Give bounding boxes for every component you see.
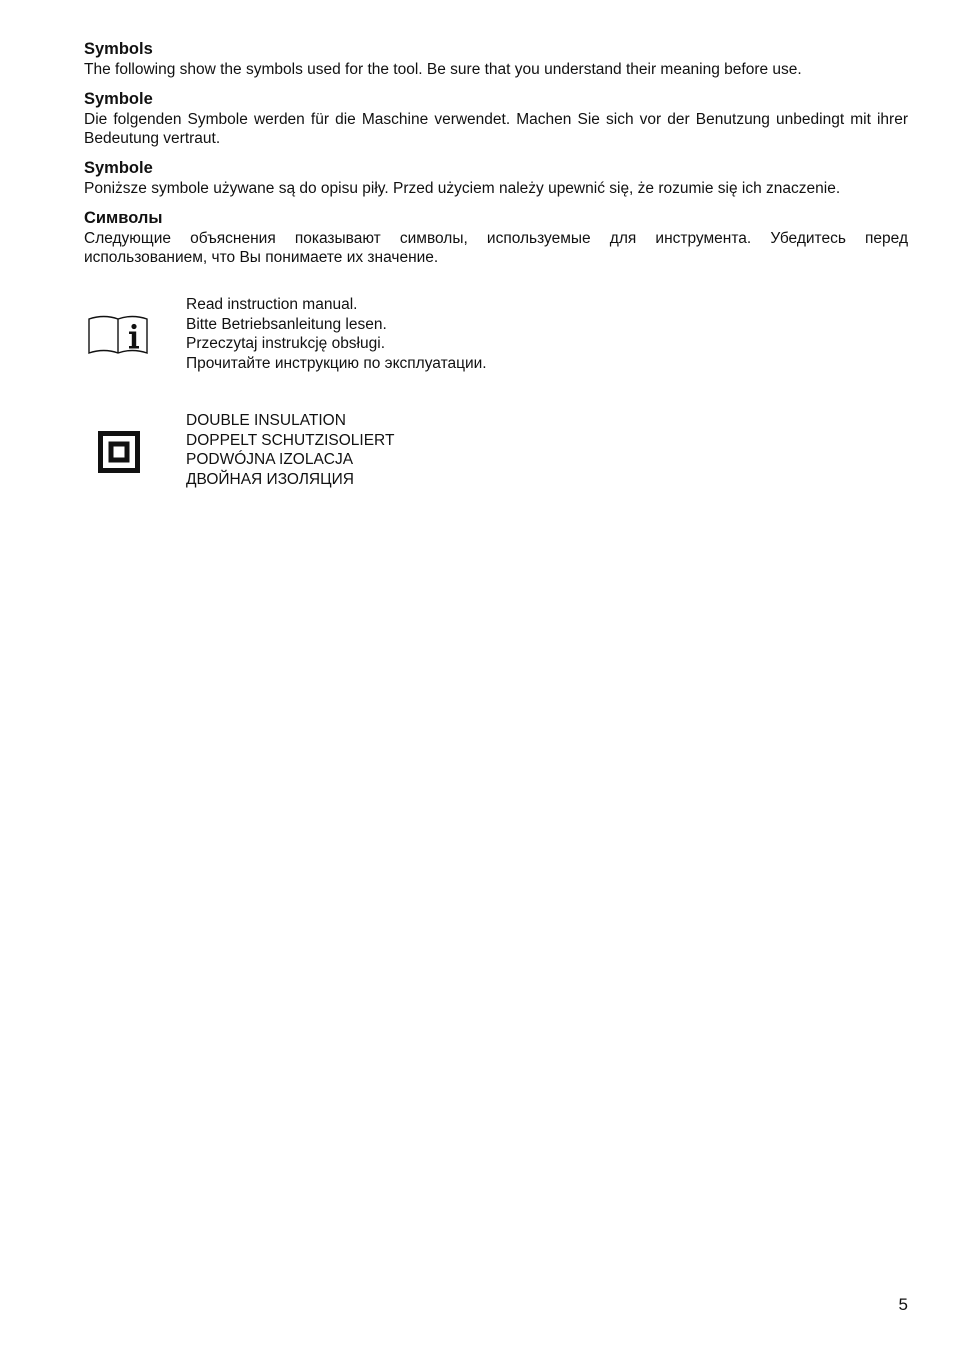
symbol-line-de: DOPPELT SCHUTZISOLIERT <box>186 431 395 449</box>
section-body: Die folgenden Symbole werden für die Maschine verwendet. Machen Sie sich vor der Benutzung unbedingt mit ihrer Bedeutung vertraut. <box>84 111 908 147</box>
section-english <box>84 38 908 79</box>
section-heading: Символы <box>84 209 163 227</box>
section-body: Poniższe symbole używane są do opisu piły. Przed użyciem należy upewnić się, że rozumie się ich znaczenie. <box>84 180 841 197</box>
symbol-line-ru: Прочитайте инструкцию по эксплуатации. <box>186 354 487 372</box>
section-body: The following show the symbols used for the tool. Be sure that you understand their meaning before use. <box>84 61 802 78</box>
section-german <box>84 88 908 148</box>
section-polish <box>84 157 908 198</box>
symbol-line-pl: Przeczytaj instrukcję obsługi. <box>186 335 385 352</box>
section-heading: Symbole <box>84 159 153 177</box>
symbol-line-ru: ДВОЙНАЯ ИЗОЛЯЦИЯ <box>186 470 354 488</box>
symbol-description <box>186 411 394 489</box>
section-russian <box>84 207 908 267</box>
symbol-line-pl: PODWÓJNA IZOLACJA <box>186 451 354 468</box>
symbol-row-insulation <box>84 411 908 491</box>
section-heading: Symbole <box>84 90 153 108</box>
symbol-line-en: DOUBLE INSULATION <box>186 412 346 429</box>
page-number: 5 <box>898 1295 908 1314</box>
symbol-line-en: Read instruction manual. <box>186 296 358 313</box>
double-insulation-icon <box>98 431 140 478</box>
instruction-manual-icon <box>84 313 150 364</box>
section-body: Следующие объяснения показывают символы, используемые для инструмента. Убедитесь перед использованием, что Вы понимаете их значение. <box>84 230 908 266</box>
section-heading: Symbols <box>84 40 153 58</box>
symbol-line-de: Bitte Betriebsanleitung lesen. <box>186 315 387 333</box>
symbol-description <box>186 295 487 373</box>
symbol-row-manual <box>84 295 908 375</box>
page-content <box>84 38 908 276</box>
